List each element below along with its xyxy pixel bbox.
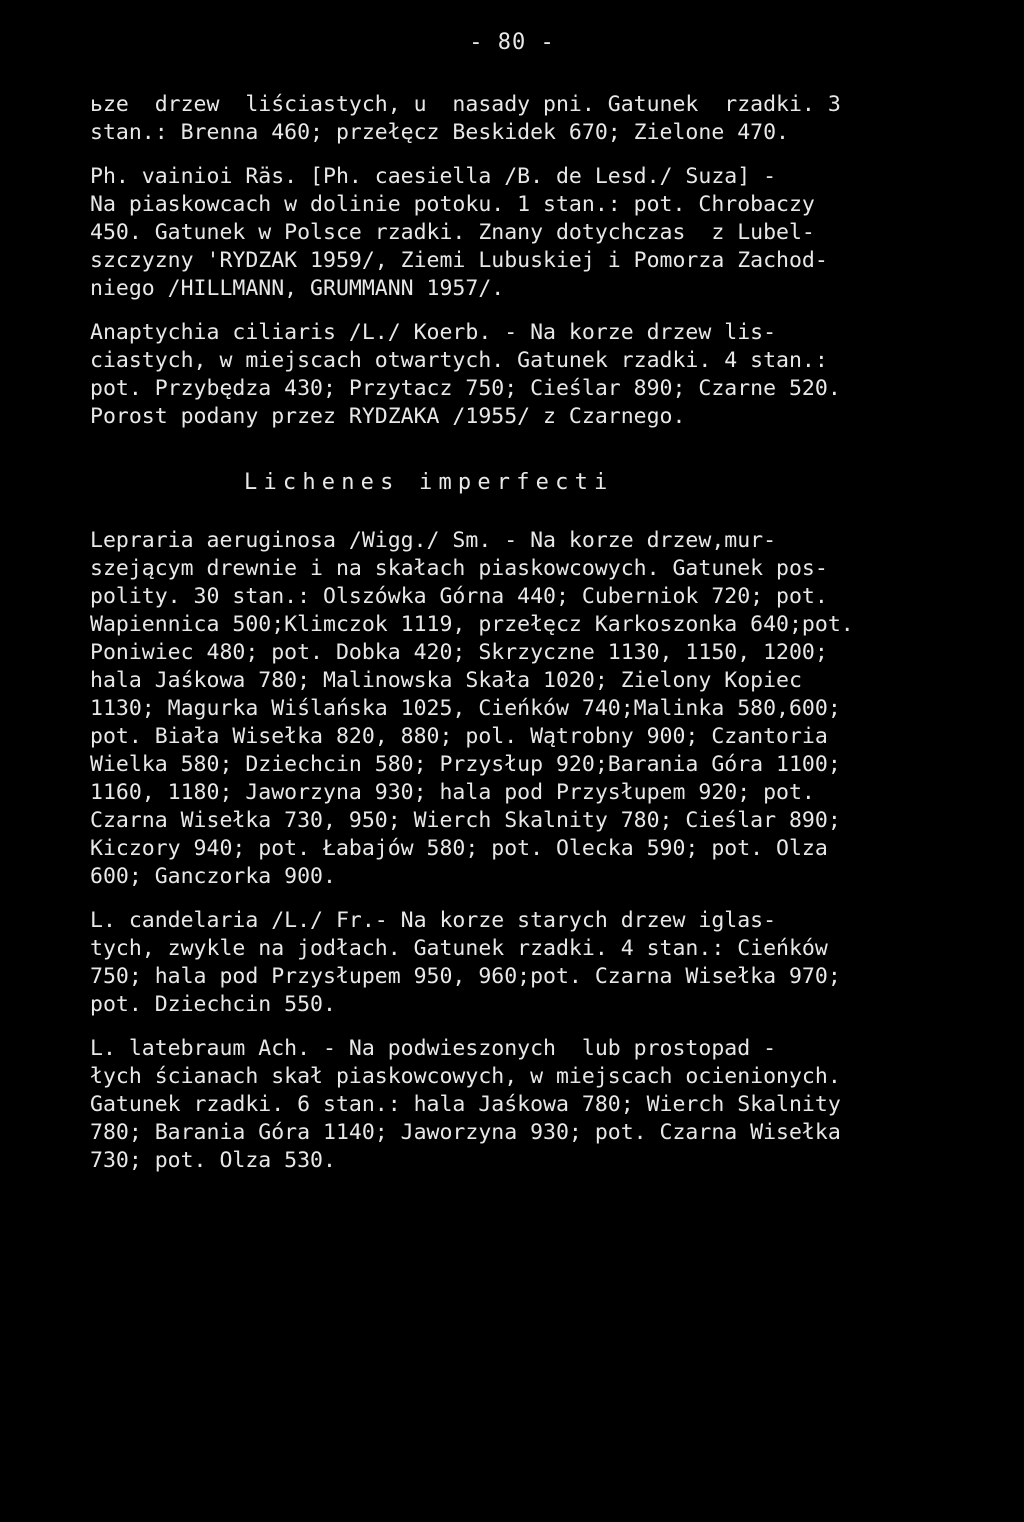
text-line: Kiczory 940; pot. Łabajów 580; pot. Olecka 590; pot. Olza [90, 836, 828, 861]
text-line: Anaptychia ciliaris /L./ Koerb. - Na korze drzew lis- [90, 320, 777, 345]
text-line: Na piaskowcach w dolinie potoku. 1 stan.: pot. Chrobaczy [90, 192, 815, 217]
text-line: Gatunek rzadki. 6 stan.: hala Jaśkowa 780; Wierch Skalnity [90, 1092, 841, 1117]
text-line: Ph. vainioi Räs. [Ph. caesiella /B. de Lesd./ Suza] - [90, 164, 777, 189]
text-line: niego /HILLMANN, GRUMMANN 1957/. [90, 276, 505, 301]
text-line: łych ścianach skał piaskowcowych, w miejscach ocienionych. [90, 1064, 841, 1089]
text-line: 1130; Magurka Wiślańska 1025, Cieńków 740;Malinka 580,600; [90, 696, 841, 721]
text-line: hala Jaśkowa 780; Malinowska Skała 1020; Zielony Kopiec [90, 668, 802, 693]
text-line: Porost podany przez RYDZAKA /1955/ z Czarnego. [90, 404, 686, 429]
text-line: tych, zwykle na jodłach. Gatunek rzadki. 4 stan.: Cieńków [90, 936, 828, 961]
text-line: szczyzny 'RYDZAK 1959/, Ziemi Lubuskiej i Pomorza Zachod- [90, 248, 828, 273]
text-line: pot. Biała Wisełka 820, 880; pol. Wątrobny 900; Czantoria [90, 724, 828, 749]
text-line: Wapiennica 500;Klimczok 1119, przełęcz Karkoszonka 640;pot. [90, 612, 854, 637]
page-number: - 80 - [469, 30, 555, 55]
text-line: 1160, 1180; Jaworzyna 930; hala pod Przysłupem 920; pot. [90, 780, 815, 805]
text-line: 750; hala pod Przysłupem 950, 960;pot. Czarna Wisełka 970; [90, 964, 841, 989]
text-line: Poniwiec 480; pot. Dobka 420; Skrzyczne 1130, 1150, 1200; [90, 640, 828, 665]
text-line: ьze drzew liściastych, u nasady pni. Gatunek rzadki. 3 [90, 92, 841, 117]
text-line: Wielka 580; Dziechcin 580; Przysłup 920;Barania Góra 1100; [90, 752, 841, 777]
text-line: L. latebraum Ach. - Na podwieszonych lub prostopad - [90, 1036, 777, 1061]
text-line: ciastych, w miejscach otwartych. Gatunek rzadki. 4 stan.: [90, 348, 828, 373]
text-line: pot. Przybędza 430; Przytacz 750; Cieślar 890; Czarne 520. [90, 376, 841, 401]
text-line: 450. Gatunek w Polsce rzadki. Znany dotychczas z Lubel- [90, 220, 815, 245]
text-line: pot. Dziechcin 550. [90, 992, 336, 1017]
text-line: L. candelaria /L./ Fr.- Na korze starych drzew iglas- [90, 908, 777, 933]
text-line: 730; pot. Olza 530. [90, 1148, 336, 1173]
section-heading: Lichenes imperfecti [244, 470, 614, 495]
text-line: szejącym drewnie i na skałach piaskowcowych. Gatunek pos- [90, 556, 828, 581]
text-line: Czarna Wisełka 730, 950; Wierch Skalnity 780; Cieślar 890; [90, 808, 841, 833]
text-line: Lepraria aeruginosa /Wigg./ Sm. - Na korze drzew,mur- [90, 528, 777, 553]
text-line: stan.: Brenna 460; przełęcz Beskidek 670; Zielone 470. [90, 120, 789, 145]
text-line: 780; Barania Góra 1140; Jaworzyna 930; pot. Czarna Wisełka [90, 1120, 841, 1145]
text-line: polity. 30 stan.: Olszówka Górna 440; Cuberniok 720; pot. [90, 584, 828, 609]
text-line: 600; Ganczorka 900. [90, 864, 336, 889]
